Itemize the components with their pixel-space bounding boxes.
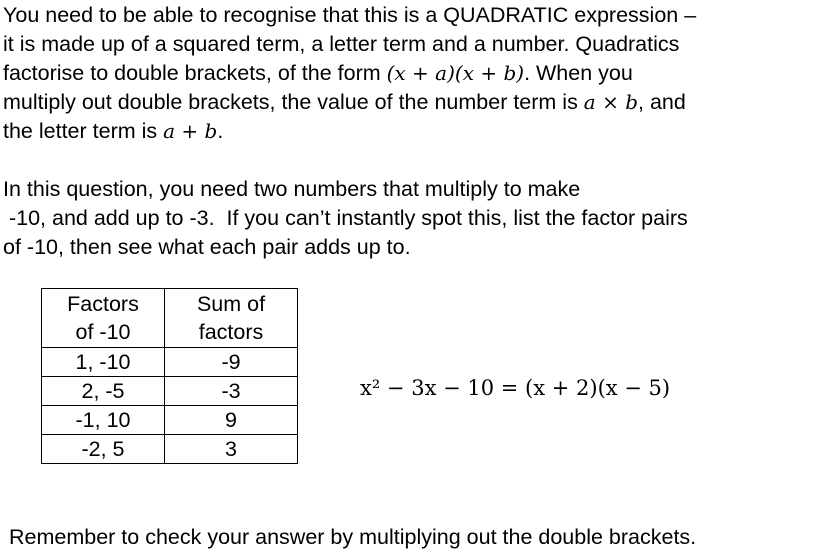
intro-line-4-end: , and <box>638 90 686 114</box>
intro-line-3 <box>3 59 696 88</box>
table-header-row <box>42 289 298 348</box>
sum-header-line-1: Sum of <box>196 292 266 316</box>
intro-line-5-end: . <box>217 119 224 143</box>
question-paragraph <box>3 175 688 262</box>
intro-line-5-text: the letter term is <box>3 119 164 143</box>
intro-line-3-text: factorise to double brackets, of the form <box>3 61 387 85</box>
factor-pair-cell: -1, 10 <box>42 406 165 435</box>
table-row <box>42 348 298 377</box>
sum-cell: -3 <box>165 377 298 406</box>
factor-pair-cell: -2, 5 <box>42 435 165 464</box>
intro-line-4-text: multiply out double brackets, the value of the number term is <box>3 90 584 114</box>
factors-header-line-2: of -10 <box>75 320 131 344</box>
question-line-2: -10, and add up to -3. If you can’t instantly spot this, list the factor pairs <box>3 206 688 230</box>
reminder-text: Remember to check your answer by multiplying out the double brackets. <box>9 525 697 549</box>
form-expression: (x + a)(x + b) <box>386 61 525 85</box>
intro-line-3-end: . When you <box>524 61 633 85</box>
factor-pair-cell: 2, -5 <box>42 377 165 406</box>
question-line-3: of -10, then see what each pair adds up to. <box>3 235 411 259</box>
factor-pair-cell: 1, -10 <box>42 348 165 377</box>
factor-pairs-table <box>41 288 298 464</box>
table-row <box>42 377 298 406</box>
sum-expression: a + b <box>163 119 218 143</box>
intro-line-2: it is made up of a squared term, a letter term and a number. Quadratics <box>3 32 680 56</box>
sum-cell: 3 <box>165 435 298 464</box>
intro-paragraph <box>3 1 696 146</box>
sum-header-line-2: factors <box>198 320 264 344</box>
factors-header <box>42 289 165 348</box>
intro-line-1: You need to be able to recognise that this is a QUADRATIC expression – <box>3 3 697 27</box>
intro-line-4 <box>3 88 696 117</box>
factors-header-line-1: Factors <box>67 292 139 316</box>
sum-cell: 9 <box>165 406 298 435</box>
sum-header <box>165 289 298 348</box>
question-line-1: In this question, you need two numbers that multiply to make <box>3 177 581 201</box>
table-row <box>42 406 298 435</box>
table-row <box>42 435 298 464</box>
factorised-equation: x² − 3x − 10 = (x + 2)(x − 5) <box>360 376 671 400</box>
product-expression: a × b <box>583 90 638 114</box>
sum-cell: -9 <box>165 348 298 377</box>
intro-line-5 <box>3 117 696 146</box>
